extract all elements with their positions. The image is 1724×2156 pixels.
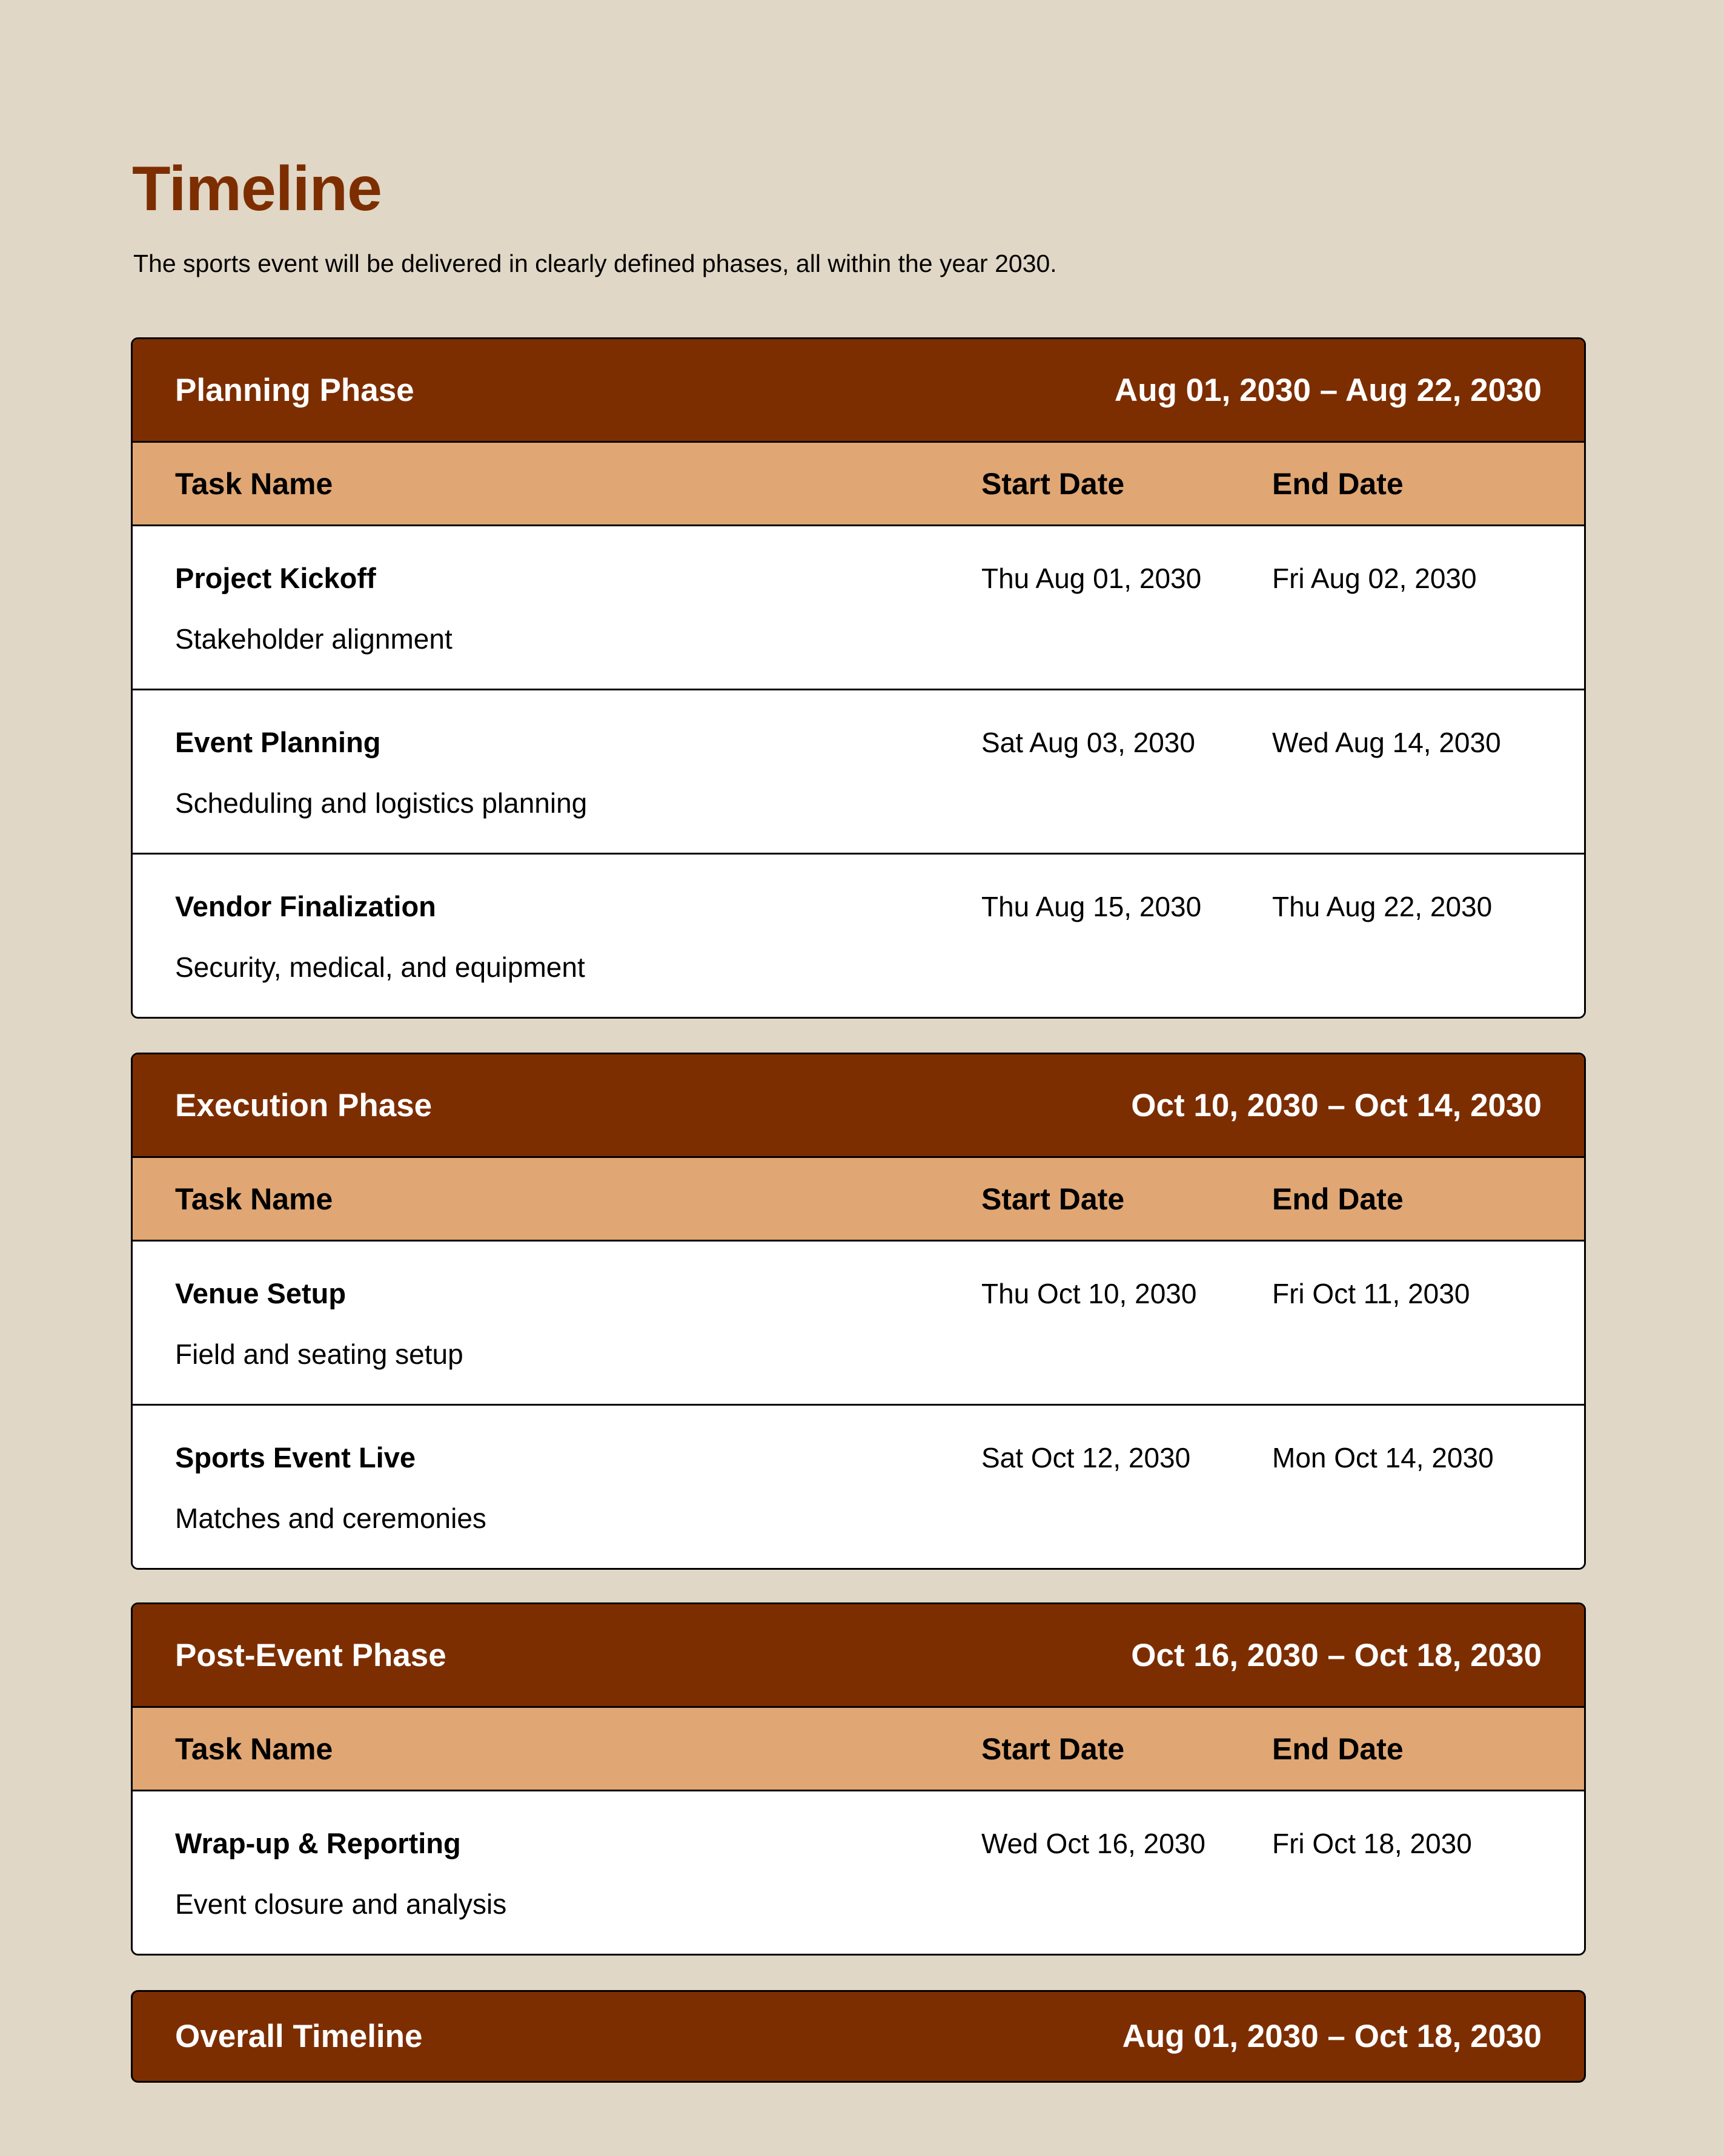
task-name-cell — [175, 1825, 981, 1922]
column-header-task-name: Task Name — [175, 1731, 333, 1766]
phase-name: Post-Event Phase — [175, 1637, 446, 1673]
page-title: Timeline — [132, 154, 382, 224]
task-description: Field and seating setup — [175, 1338, 463, 1370]
column-header-start-date: Start Date — [981, 1731, 1125, 1766]
task-description: Event closure and analysis — [175, 1888, 507, 1920]
phase-card-execution — [131, 1053, 1586, 1570]
column-header-task-name: Task Name — [175, 466, 333, 501]
overall-timeline-card — [131, 1990, 1586, 2083]
phase-name: Planning Phase — [175, 372, 414, 408]
overall-timeline-range: Aug 01, 2030 – Oct 18, 2030 — [1122, 2019, 1542, 2054]
task-end-date: Fri Oct 11, 2030 — [1272, 1278, 1470, 1309]
task-name-cell — [175, 724, 981, 821]
phase-date-range: Aug 01, 2030 – Aug 22, 2030 — [1114, 372, 1542, 408]
task-name: Project Kickoff — [175, 562, 376, 594]
column-header-end-date: End Date — [1272, 1731, 1404, 1766]
task-description: Scheduling and logistics planning — [175, 787, 588, 819]
task-name: Sports Event Live — [175, 1441, 416, 1473]
column-header-row — [133, 441, 1584, 524]
column-header-start-date: Start Date — [981, 1182, 1125, 1216]
task-start-date: Sat Aug 03, 2030 — [981, 727, 1195, 758]
task-row — [133, 853, 1584, 1017]
task-end-date: Thu Aug 22, 2030 — [1272, 891, 1493, 922]
overall-timeline-label: Overall Timeline — [175, 2019, 423, 2054]
task-row — [133, 1240, 1584, 1404]
task-name: Vendor Finalization — [175, 890, 436, 922]
task-row — [133, 1404, 1584, 1568]
task-start-date: Thu Aug 15, 2030 — [981, 891, 1202, 922]
task-description: Matches and ceremonies — [175, 1503, 486, 1534]
column-header-end-date: End Date — [1272, 1182, 1404, 1216]
phase-date-range: Oct 16, 2030 – Oct 18, 2030 — [1131, 1637, 1542, 1673]
phase-name: Execution Phase — [175, 1087, 433, 1123]
task-row — [133, 524, 1584, 689]
task-end-date: Fri Oct 18, 2030 — [1272, 1828, 1472, 1859]
column-header-row — [133, 1706, 1584, 1790]
phase-header — [133, 339, 1584, 441]
task-end-date: Wed Aug 14, 2030 — [1272, 727, 1501, 758]
phase-header — [133, 1604, 1584, 1706]
phase-date-range: Oct 10, 2030 – Oct 14, 2030 — [1131, 1087, 1542, 1123]
page-subtitle: The sports event will be delivered in clearly defined phases, all within the year 2030. — [133, 250, 1057, 277]
phase-card-post-event — [131, 1602, 1586, 1956]
task-end-date: Mon Oct 14, 2030 — [1272, 1442, 1494, 1473]
task-start-date: Thu Oct 10, 2030 — [981, 1278, 1197, 1309]
column-header-row — [133, 1156, 1584, 1240]
column-header-end-date: End Date — [1272, 466, 1404, 501]
task-row — [133, 689, 1584, 853]
task-description: Stakeholder alignment — [175, 623, 453, 655]
task-start-date: Thu Aug 01, 2030 — [981, 563, 1202, 594]
column-header-start-date: Start Date — [981, 466, 1125, 501]
task-name-cell — [175, 1275, 981, 1372]
phase-header — [133, 1054, 1584, 1156]
task-start-date: Sat Oct 12, 2030 — [981, 1442, 1191, 1473]
task-start-date: Wed Oct 16, 2030 — [981, 1828, 1205, 1859]
task-description: Security, medical, and equipment — [175, 951, 585, 983]
task-name: Venue Setup — [175, 1277, 346, 1309]
column-header-task-name: Task Name — [175, 1182, 333, 1216]
phase-card-planning — [131, 337, 1586, 1019]
task-row — [133, 1790, 1584, 1954]
task-name-cell — [175, 888, 981, 985]
task-name-cell — [175, 560, 981, 657]
task-name: Event Planning — [175, 726, 381, 758]
task-name: Wrap-up & Reporting — [175, 1827, 461, 1859]
task-name-cell — [175, 1440, 981, 1536]
task-end-date: Fri Aug 02, 2030 — [1272, 563, 1477, 594]
